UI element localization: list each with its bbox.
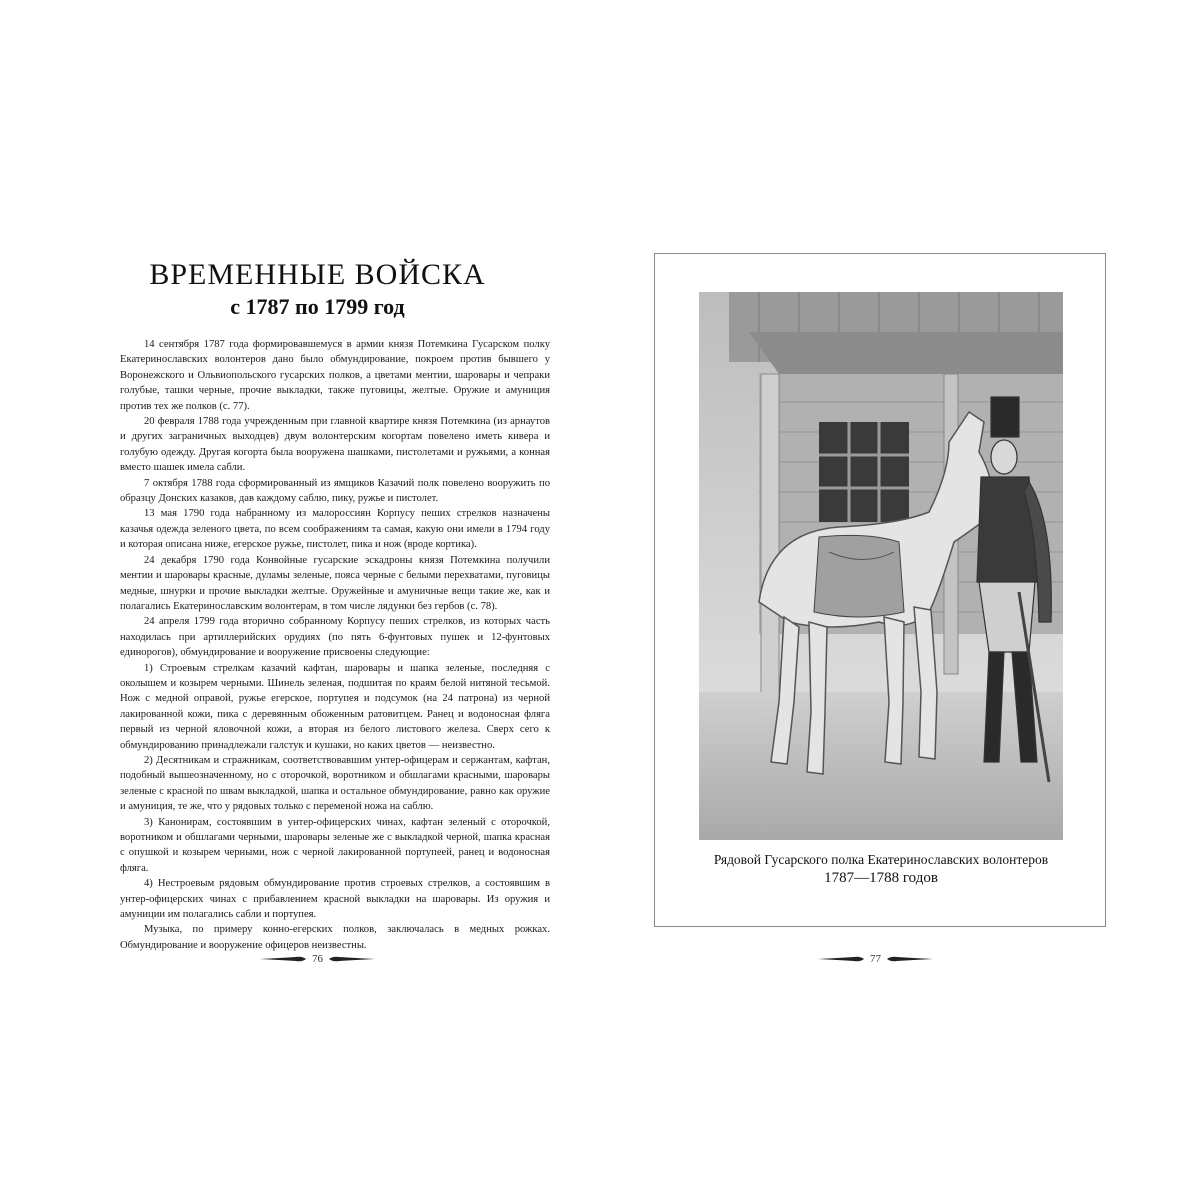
paragraph: 2) Десятникам и стражникам, соответствовавшим унтер-офицерам и сержантам, кафтан, подобный вышеозначенному, но с оторочкой, воротником и обшлагами красными, шаровары зеленые с красной по швам выкладкой, шапка и остальное обмундирование, равно как оружие и амуниция, те же, что у рядовых только с переменой ножа на саблю. xyxy=(120,754,550,813)
plate-caption xyxy=(655,850,1107,888)
plate-frame xyxy=(654,253,1106,927)
paragraph: Музыка, по примеру конно-егерских полков, заключалась в медных рожках. Обмундирование и вооружение офицеров неизвестны. xyxy=(120,924,550,951)
ornament-left-icon xyxy=(818,954,864,964)
ornament-right-icon xyxy=(887,954,933,964)
paragraph: 4) Нестроевым рядовым обмундирование против строевых стрелков, а состоявшим в унтер-офицерских чинах с прибавлением красной выкладки на шаровары. Из оружия и амуниции им полагались сабли и портупея. xyxy=(120,878,550,921)
page-number: 77 xyxy=(870,953,881,965)
paragraph: 14 сентября 1787 года формировавшемуся в армии князя Потемкина Гусарском полку Екатеринославских волонтеров дано было обмундирование, покроем против бывшего у Воронежского и Ольвиопольского гусарских полков, а цветами ментии, шаровары и чепраки голубые, ташки черные, прочие выкладки, также пуговицы, желтые. Оружие и амуниция против тех же полков (с. 77). xyxy=(120,339,550,412)
body-text xyxy=(120,337,550,953)
ornament-right-icon xyxy=(329,954,375,964)
left-page xyxy=(90,0,550,1200)
caption-line: Рядовой Гусарского полка Екатеринославских волонтеров xyxy=(713,852,1049,867)
page-number-left xyxy=(260,953,375,965)
paragraph: 20 февраля 1788 года учрежденным при главной квартире князя Потемкина (из арнаутов и других заграничных выходцев) двум волонтерским когортам повелено иметь кивера и голубую одежду. Другая когорта была вооружена шашками, пистолетами и ружьями, а конная вместо шашек имела сабли. xyxy=(120,416,550,474)
paragraph: 7 октября 1788 года сформированный из ямщиков Казачий полк повелено вооружить по образцу Донских казаков, дав каждому саблю, пику, ружье и пистолет. xyxy=(120,477,550,505)
page-number-right xyxy=(818,953,933,965)
paragraph: 1) Строевым стрелкам казачий кафтан, шаровары и шапка зеленые, последняя с околышем и козырем черными. Шинель зеленая, подшитая по краям белой нитяной тесьмой. Нож с медной оправой, ружье егерское, портупея и подсумок (на 24 патрона) из черной лакированной кожи, пика с деревянным обоженным ратовитцем. Ранец и водоносная фляга первый из черной яловочной кожи, а вторая из белого листового железа. Сверх сего к обмундированию принадлежали галстук и кушаки, но каких цветов — неизвестно. xyxy=(120,662,550,751)
paragraph: 3) Канонирам, состоявшим в унтер-офицерских чинах, кафтан зеленый с оторочкой, воротником и обшлагами черными, шаровары зеленые же с выкладкой черной, шапка красная с опушкой и козырем черными, нож с черной лакированной портупеей, ранец и водоносная фляга. xyxy=(120,816,550,874)
page-number: 76 xyxy=(312,953,323,965)
page-title: ВРЕМЕННЫЕ ВОЙСКА xyxy=(149,258,486,291)
page-subtitle: с 1787 по 1799 год xyxy=(230,294,405,319)
paragraph: 24 декабря 1790 года Конвойные гусарские эскадроны князя Потемкина получили ментии и шаровары красные, дуламы зеленые, пояса черные с белыми перехватами, пуговицы медные, шнурки и прочие выкладки желтые. Оружейные и амуничные вещи такие же, как и полагались Екатеринославским волонтерам, в том числе лядунки без гербов (с. 78). xyxy=(120,554,550,612)
right-page xyxy=(650,0,1110,1200)
caption-years: 1787—1788 годов xyxy=(824,870,938,886)
paragraph: 13 мая 1790 года набранному из малороссиян Корпусу пеших стрелков назначены казачья одежда зеленого цвета, по всем соображениям та самая, какую они имели в 1794 году и которая описана ниже, егерское ружье, пистолет, пика и нож (вроде кортика). xyxy=(120,508,550,551)
hussar-engraving-image xyxy=(699,292,1063,840)
ornament-left-icon xyxy=(260,954,306,964)
paragraph: 24 апреля 1799 года вторично собранному Корпусу пеших стрелков, из которых часть находилась при артиллерийских орудиях (по пять 6-фунтовых пушек и 12-фунтовых единорогов), обмундирование и вооружение присвоены следующие: xyxy=(120,616,550,659)
